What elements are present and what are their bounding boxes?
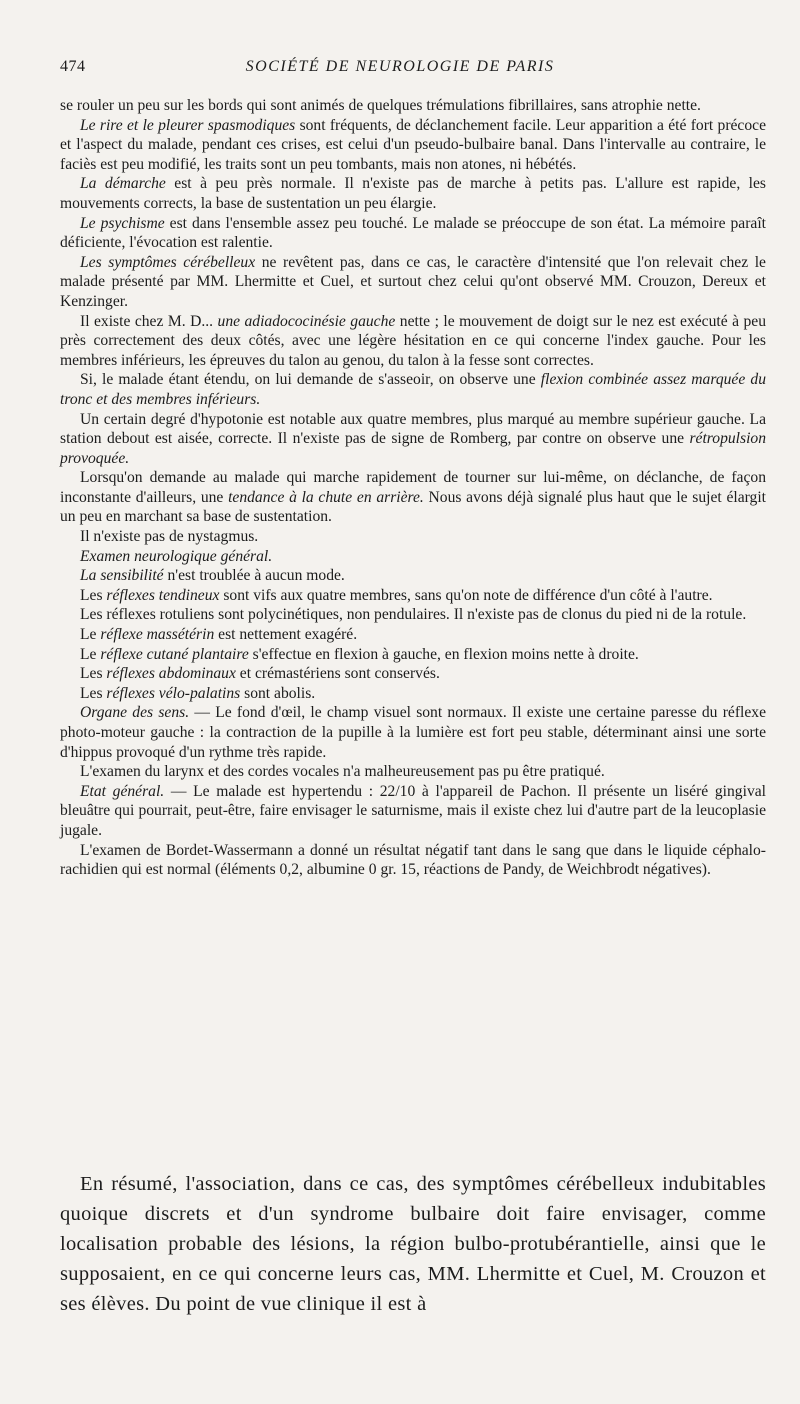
italic-run: flexion combinée assez marquée du tronc et des membres inférieurs. <box>60 371 766 408</box>
body-paragraph <box>60 586 766 606</box>
text-run: n'est troublée à aucun mode. <box>163 567 345 585</box>
body-paragraph <box>60 762 766 782</box>
italic-run: Les symptômes cérébelleux <box>80 253 256 271</box>
body-paragraph <box>60 174 766 213</box>
italic-run: rétropulsion provoquée. <box>60 430 766 467</box>
running-header <box>60 58 740 80</box>
text-run: est dans l'ensemble assez peu touché. Le malade se préoccupe de son état. La mémoire paraît déficiente, l'évocation est ralentie. <box>60 214 766 252</box>
body-paragraph <box>60 410 766 469</box>
text-run: — Le malade est hypertendu : 22/10 à l'appareil de Pachon. Il présente un liséré gingival bleuâtre qui pourrait, peut-être, faire envisager le saturnisme, mais il existe chez lui d'autre part de la leucoplasie jugale. <box>60 782 766 839</box>
body-paragraph <box>60 253 766 312</box>
text-run: Les <box>80 586 107 604</box>
italic-run: Etat général. <box>80 782 165 800</box>
summary-paragraph: En résumé, l'association, dans ce cas, des symptômes cérébelleux indubitables quoique discrets et d'un syndrome bulbaire doit faire envisager, comme localisation probable des lésions, la région bulbo-protubérantielle, ainsi que le supposaient, en ce qui concerne leurs cas, MM. Lhermitte et Cuel, M. Crouzon et ses élèves. Du point de vue clinique il est à <box>60 1172 766 1315</box>
text-run: et crémastériens sont conservés. <box>235 665 440 683</box>
italic-run: tendance à la chute en arrière. <box>228 488 424 506</box>
body-paragraph <box>60 645 766 665</box>
text-run: Il n'existe pas de nystagmus. <box>80 528 259 546</box>
body-paragraph <box>60 605 766 625</box>
text-run: nette ; le mouvement de doigt sur le nez est exécuté à peu près correctement des deux côtés, avec une légère hésitation en ce qui concerne l'index gauche. Pour les membres inférieurs, les épreuves du talon au genou, du talon à la fesse sont correctes. <box>60 312 766 369</box>
italic-run: Organe des sens. <box>80 704 190 722</box>
body-paragraph <box>60 625 766 645</box>
text-run: — Le fond d'œil, le champ visuel sont normaux. Il existe une certaine paresse du réflexe photo-moteur gauche : la contraction de la pupille à la lumière est fort peu stable, déterminant ainsi une sorte d'hippus provoqué d'un rythme très rapide. <box>60 704 767 761</box>
body-paragraph <box>60 527 766 547</box>
text-run: est à peu près normale. Il n'existe pas de marche à petits pas. L'allure est rapide, les mouvements corrects, la base de sustentation un peu élargie. <box>60 175 766 212</box>
text-run: Les <box>80 665 107 683</box>
text-run: Les réflexes rotuliens sont polycinétiques, non pendulaires. Il n'existe pas de clonus du pied ni de la rotule. <box>80 606 747 624</box>
italic-run: Le psychisme <box>80 214 165 232</box>
text-run: est nettement exagéré. <box>214 626 358 644</box>
text-run: s'effectue en flexion à gauche, en flexion moins nette à droite. <box>248 645 639 663</box>
text-run: Nous avons déjà signalé plus haut que le sujet élargit un peu en marchant sa base de sustentation. <box>60 488 766 526</box>
body-paragraph <box>60 468 766 527</box>
italic-run: une adiadococinésie gauche <box>217 312 396 330</box>
italic-run: réflexe massétérin <box>100 626 215 644</box>
text-run: Le <box>80 626 101 644</box>
text-run: sont abolis. <box>240 684 316 702</box>
italic-run: réflexes tendineux <box>106 586 220 604</box>
text-run: Le <box>80 645 101 663</box>
italic-run: réflexes vélo-palatins <box>106 684 241 702</box>
italic-run: La sensibilité <box>80 567 164 585</box>
page-number: 474 <box>60 58 86 75</box>
body-paragraph <box>60 703 766 762</box>
text-run: L'examen du larynx et des cordes vocales n'a malheureusement pas pu être pratiqué. <box>80 763 605 781</box>
italic-run: La démarche <box>80 175 166 193</box>
body-text <box>60 96 766 880</box>
italic-run: réflexes abdominaux <box>106 665 236 683</box>
body-paragraph <box>60 684 766 704</box>
italic-run: réflexe cutané plantaire <box>100 645 249 663</box>
body-paragraph <box>60 214 766 253</box>
text-run: Un certain degré d'hypotonie est notable aux quatre membres, plus marqué au membre supérieur gauche. La station debout est aisée, correcte. Il n'existe pas de signe de Romberg, par contre on observe une <box>60 410 766 448</box>
text-run: sont fréquents, de déclanchement facile. Leur apparition a été fort précoce et l'aspect du malade, pendant ces crises, est celui d'un pseudo-bulbaire banal. Dans l'intervalle au contraire, le faciès est peu modifié, les traits sont un peu tombants, mais non atones, ni hébétés. <box>60 116 766 173</box>
text-run: ne revêtent pas, dans ce cas, le caractère d'intensité que l'on relevait chez le malade présenté par MM. Lhermitte et Cuel, et surtout chez celui qu'ont observé MM. Crouzon, Dereux et Kenzinger. <box>60 253 766 310</box>
text-run: Lorsqu'on demande au malade qui marche rapidement de tourner sur lui-même, on déclanche, de façon inconstante d'ailleurs, une <box>60 469 766 506</box>
body-paragraph <box>60 96 766 116</box>
text-run: se rouler un peu sur les bords qui sont animés de quelques trémulations fibrillaires, sans atrophie nette. <box>60 97 701 114</box>
body-paragraph <box>60 664 766 684</box>
body-paragraph <box>60 841 766 880</box>
body-paragraph <box>60 370 766 409</box>
text-run: L'examen de Bordet-Wassermann a donné un résultat négatif tant dans le sang que dans le liquide céphalo-rachidien qui est normal (éléments 0,2, albumine 0 gr. 15, réactions de Pandy, de Weichbrodt négatives). <box>60 841 766 879</box>
running-title: SOCIÉTÉ DE NEUROLOGIE DE PARIS <box>245 58 555 75</box>
text-run: Il existe chez M. D... <box>80 312 218 330</box>
italic-run: Le rire et le pleurer spasmodiques <box>80 116 296 134</box>
text-run: sont vifs aux quatre membres, sans qu'on note de différence d'un côté à l'autre. <box>219 586 713 604</box>
body-paragraph <box>60 547 766 567</box>
italic-run: Examen neurologique général. <box>80 547 273 565</box>
body-paragraph <box>60 116 766 175</box>
body-paragraph <box>60 566 766 586</box>
body-paragraph <box>60 312 766 371</box>
text-run: Si, le malade étant étendu, on lui demande de s'asseoir, on observe une <box>80 371 541 389</box>
body-paragraph <box>60 782 766 841</box>
text-run: Les <box>80 684 107 702</box>
